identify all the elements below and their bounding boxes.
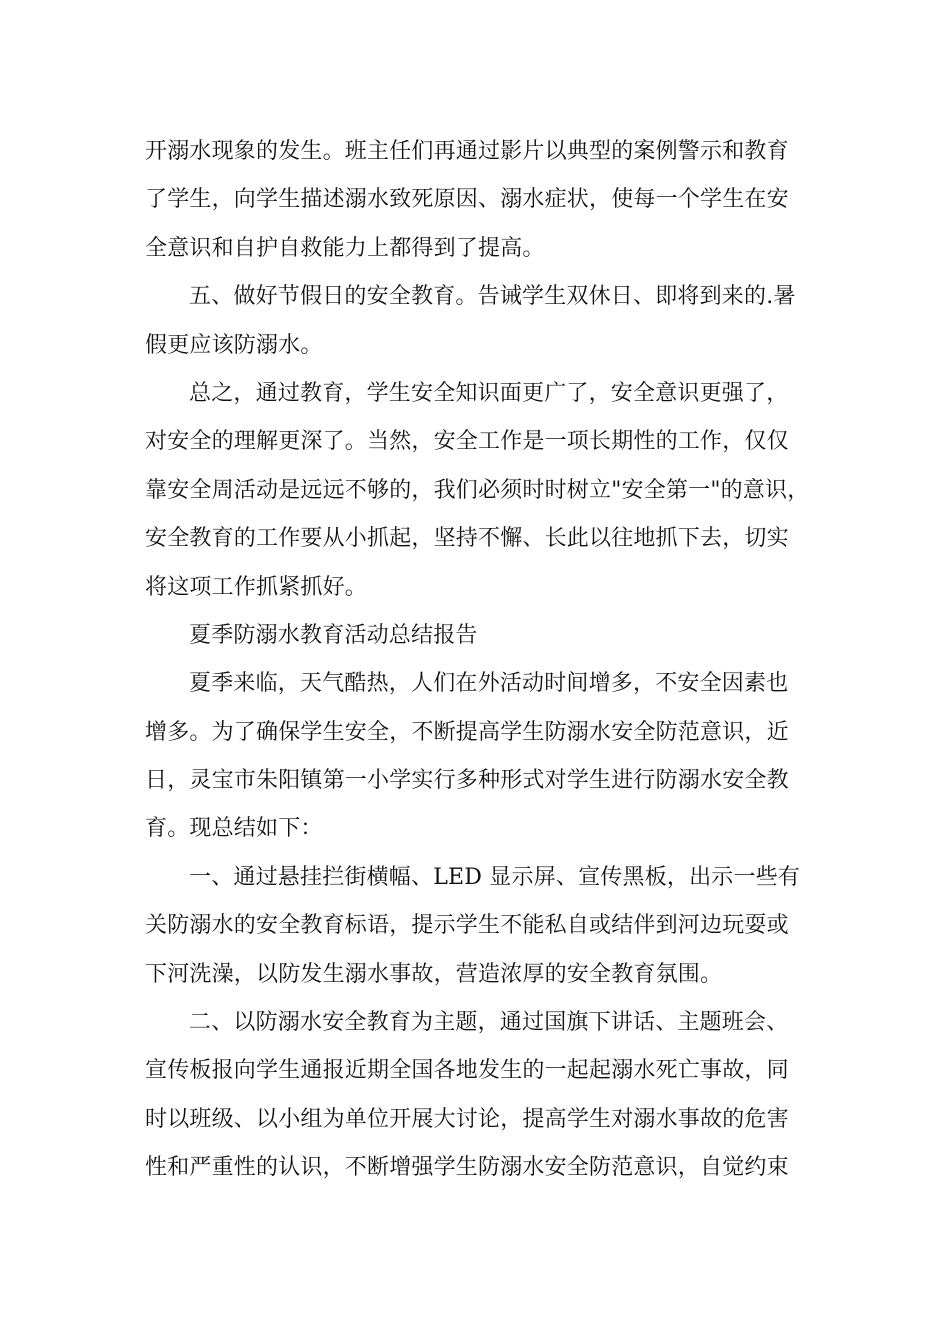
text-line: 下河洗澡，以防发生溺水事故，营造浓厚的安全教育氛围。	[145, 961, 723, 987]
text-line: 将这项工作抓紧抓好。	[145, 574, 368, 600]
text-line: 总之，通过教育，学生安全知识面更广了，安全意识更强了，	[189, 380, 789, 406]
text-line: 日，灵宝市朱阳镇第一小学实行多种形式对学生进行防溺水安全教	[145, 768, 789, 794]
text-line: 了学生，向学生描述溺水致死原因、溺水症状，使每一个学生在安	[145, 187, 789, 213]
text-line: 关防溺水的安全教育标语，提示学生不能私自或结伴到河边玩耍或	[145, 913, 789, 939]
document-body	[145, 128, 825, 1193]
text-line: 育。现总结如下：	[145, 816, 323, 842]
text-line: 五、做好节假日的安全教育。告诫学生双休日、即将到来的.暑	[189, 284, 796, 310]
text-line: 全意识和自护自救能力上都得到了提高。	[145, 235, 545, 261]
text-line: 一、通过悬挂拦街横幅、LED 显示屏、宣传黑板，出示一些有	[189, 864, 801, 890]
text-line: 时以班级、以小组为单位开展大讨论，提高学生对溺水事故的危害	[145, 1106, 789, 1132]
text-line: 对安全的理解更深了。当然，安全工作是一项长期性的工作，仅仅	[145, 429, 789, 455]
text-line: 安全教育的工作要从小抓起，坚持不懈、长此以往地抓下去，切实	[145, 526, 789, 552]
text-line: 二、以防溺水安全教育为主题，通过国旗下讲话、主题班会、	[189, 1010, 789, 1036]
text-line: 假更应该防溺水。	[145, 332, 323, 358]
section-title: 夏季防溺水教育活动总结报告	[189, 622, 478, 648]
text-line: 开溺水现象的发生。班主任们再通过影片以典型的案例警示和教育	[145, 139, 789, 164]
text-line: 靠安全周活动是远远不够的，我们必须时时树立"安全第一"的意识，	[145, 477, 810, 503]
text-line: 增多。为了确保学生安全，不断提高学生防溺水安全防范意识，近	[145, 719, 789, 745]
text-line: 夏季来临，天气酷热，人们在外活动时间增多，不安全因素也	[189, 671, 789, 697]
text-line: 宣传板报向学生通报近期全国各地发生的一起起溺水死亡事故，同	[145, 1058, 789, 1084]
text-line: 性和严重性的认识，不断增强学生防溺水安全防范意识，自觉约束	[145, 1155, 789, 1181]
